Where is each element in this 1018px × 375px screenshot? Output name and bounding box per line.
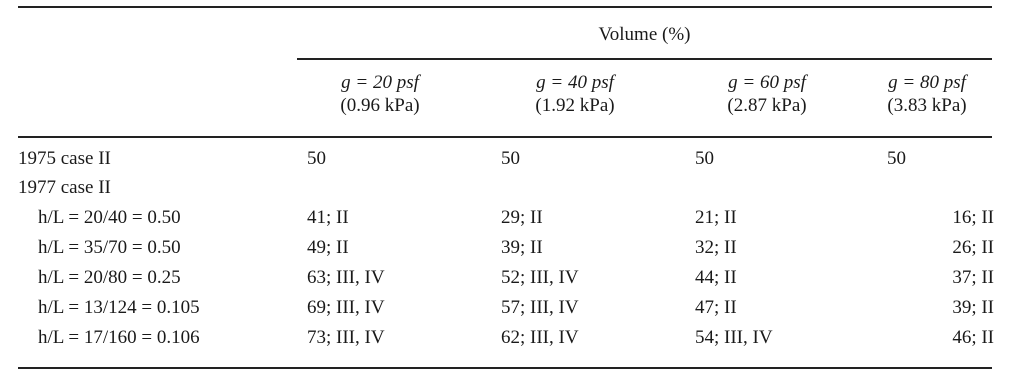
group-rule	[297, 58, 992, 60]
table-cell: 50	[501, 148, 520, 169]
table-cell: 21; II	[695, 207, 737, 228]
col-header-g60: g = 60 psf	[728, 72, 806, 93]
table-cell: 50	[695, 148, 714, 169]
table-cell: 44; II	[695, 267, 737, 288]
row-label-hl-35-70: h/L = 35/70 = 0.50	[38, 237, 181, 258]
table-cell: 63; III, IV	[307, 267, 385, 288]
table-cell: 37; II	[952, 267, 994, 288]
table-cell: 16; II	[952, 207, 994, 228]
col-subheader-g40: (1.92 kPa)	[535, 95, 615, 116]
table-cell: 47; II	[695, 297, 737, 318]
table-cell: 62; III, IV	[501, 327, 579, 348]
row-label-hl-17-160: h/L = 17/160 = 0.106	[38, 327, 200, 348]
table-cell: 32; II	[695, 237, 737, 258]
table-cell: 50	[307, 148, 326, 169]
volume-header: Volume (%)	[598, 24, 691, 45]
table-cell: 29; II	[501, 207, 543, 228]
row-label-hl-20-40: h/L = 20/40 = 0.50	[38, 207, 181, 228]
table-cell: 73; III, IV	[307, 327, 385, 348]
table-cell: 54; III, IV	[695, 327, 773, 348]
header-rule	[18, 136, 992, 138]
top-rule	[18, 6, 992, 8]
table-cell: 46; II	[952, 327, 994, 348]
col-header-g80: g = 80 psf	[888, 72, 966, 93]
col-subheader-g20: (0.96 kPa)	[340, 95, 420, 116]
col-header-g40: g = 40 psf	[536, 72, 614, 93]
table-cell: 39; II	[501, 237, 543, 258]
row-label-hl-13-124: h/L = 13/124 = 0.105	[38, 297, 200, 318]
table-cell: 69; III, IV	[307, 297, 385, 318]
table-cell: 57; III, IV	[501, 297, 579, 318]
row-label-hl-20-80: h/L = 20/80 = 0.25	[38, 267, 181, 288]
bottom-rule	[18, 367, 992, 369]
table-cell: 26; II	[952, 237, 994, 258]
table-cell: 49; II	[307, 237, 349, 258]
table-cell: 52; III, IV	[501, 267, 579, 288]
col-header-g20: g = 20 psf	[341, 72, 419, 93]
row-label-1975: 1975 case II	[18, 148, 111, 169]
table-cell: 50	[887, 148, 906, 169]
table-cell: 41; II	[307, 207, 349, 228]
table-cell: 39; II	[952, 297, 994, 318]
col-subheader-g60: (2.87 kPa)	[727, 95, 807, 116]
col-subheader-g80: (3.83 kPa)	[887, 95, 967, 116]
row-label-1977: 1977 case II	[18, 177, 111, 198]
